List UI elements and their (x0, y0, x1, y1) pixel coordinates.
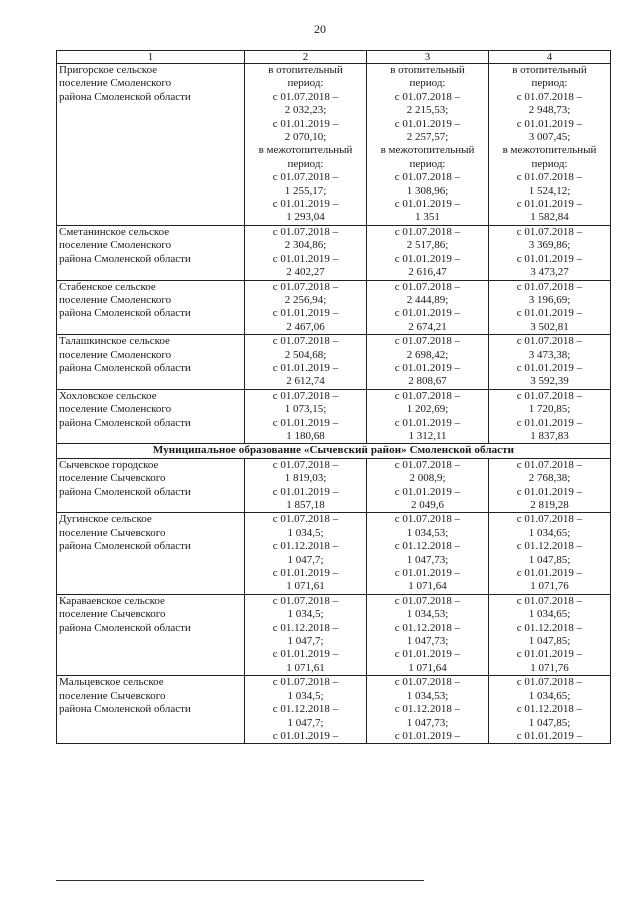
section-title: Муниципальное образование «Сычевский район» Смоленской области (57, 444, 611, 458)
cell-text-line: с 01.01.2019 – (516, 252, 583, 265)
cell-text-line: 2 467,06 (286, 320, 325, 333)
cell-text-line: с 01.07.2018 – (516, 458, 583, 471)
cell-text-line: 2 504,68; (284, 348, 327, 361)
cell-text-line: поселение Сычевского (59, 689, 166, 702)
cell-text-line: в межотопительный (502, 144, 597, 157)
tariff-cell-col3 (367, 389, 489, 444)
tariff-cell-col2 (245, 389, 367, 444)
cell-text-line: 2 517,86; (406, 239, 449, 252)
cell-text-line: с 01.01.2019 – (516, 485, 583, 498)
section-divider (57, 444, 611, 458)
cell-text-line: с 01.07.2018 – (272, 90, 339, 103)
settlement-name-cell (57, 225, 245, 280)
cell-text-line: 2 070,10; (284, 131, 327, 144)
cell-text-line: Караваевское сельское (59, 594, 165, 607)
cell-text-line: с 01.01.2019 – (516, 198, 583, 211)
table-row (57, 389, 611, 444)
cell-text-line: с 01.01.2019 – (516, 648, 583, 661)
tariff-cell-col3 (367, 225, 489, 280)
cell-text-line: 1 720,85; (528, 403, 571, 416)
settlement-name-cell (57, 594, 245, 675)
cell-text-line: с 01.07.2018 – (272, 594, 339, 607)
cell-text-line: с 01.07.2018 – (394, 335, 461, 348)
cell-text-line: 1 047,85; (528, 716, 571, 729)
cell-text-line: 2 032,23; (284, 104, 327, 117)
cell-text-line: с 01.01.2019 – (394, 648, 461, 661)
cell-text-line: 1 071,64 (408, 580, 447, 593)
cell-text-line: с 01.07.2018 – (272, 389, 339, 402)
table-row (57, 64, 611, 226)
tariff-cell-col4 (489, 458, 611, 513)
cell-text-line: 3 473,27 (530, 266, 569, 279)
cell-text-line: поселение Смоленского (59, 348, 172, 361)
table-row (57, 594, 611, 675)
cell-text-line: 1 071,61 (286, 661, 325, 674)
cell-text-line: района Смоленской области (59, 621, 191, 634)
tariff-table (56, 50, 611, 744)
cell-text-line: с 01.07.2018 – (394, 594, 461, 607)
cell-text-line: с 01.07.2018 – (516, 513, 583, 526)
cell-text-line: с 01.01.2019 – (272, 416, 339, 429)
tariff-cell-col4 (489, 594, 611, 675)
cell-text-line: 3 007,45; (528, 131, 571, 144)
cell-text-line: с 01.07.2018 – (516, 225, 583, 238)
cell-text-line: с 01.07.2018 – (516, 676, 583, 689)
cell-text-line: 1 034,53; (406, 608, 449, 621)
cell-text-line: поселение Сычевского (59, 526, 166, 539)
cell-text-line: 2 215,53; (406, 104, 449, 117)
table-row (57, 676, 611, 744)
cell-text-line: с 01.01.2019 – (516, 416, 583, 429)
table-row (57, 458, 611, 513)
cell-text-line: Пригорское сельское (59, 64, 158, 76)
cell-text-line: с 01.07.2018 – (394, 458, 461, 471)
cell-text-line: 1 047,73; (406, 553, 449, 566)
cell-text-line: с 01.07.2018 – (516, 280, 583, 293)
cell-text-line: 1 582,84 (530, 211, 569, 224)
cell-text-line: с 01.01.2019 – (394, 307, 461, 320)
table-body-smolensk (57, 64, 611, 444)
cell-text-line: с 01.01.2019 – (394, 252, 461, 265)
tariff-cell-col3 (367, 513, 489, 594)
cell-text-line: с 01.01.2019 – (394, 729, 461, 742)
cell-text-line: 2 256,94; (284, 293, 327, 306)
cell-text-line: с 01.12.2018 – (272, 621, 339, 634)
cell-text-line: 2 768,38; (528, 472, 571, 485)
cell-text-line: с 01.01.2019 – (272, 361, 339, 374)
cell-text-line: с 01.01.2019 – (272, 567, 339, 580)
tariff-cell-col3 (367, 676, 489, 744)
tariff-cell-col2 (245, 225, 367, 280)
cell-text-line: района Смоленской области (59, 703, 191, 716)
column-header-3: 3 (367, 51, 489, 64)
cell-text-line: поселение Смоленского (59, 293, 172, 306)
cell-text-line: Хохловское сельское (59, 389, 157, 402)
cell-text-line: 1 255,17; (284, 184, 327, 197)
tariff-cell-col4 (489, 676, 611, 744)
cell-text-line: 2 612,74 (286, 375, 325, 388)
cell-text-line: с 01.07.2018 – (272, 458, 339, 471)
tariff-cell-col2 (245, 335, 367, 390)
settlement-name-cell (57, 389, 245, 444)
cell-text-line: поселение Сычевского (59, 472, 166, 485)
cell-text-line: 1 034,5; (287, 526, 324, 539)
settlement-name-cell (57, 676, 245, 744)
cell-text-line: района Смоленской области (59, 90, 191, 103)
cell-text-line: 1 071,76 (530, 661, 569, 674)
settlement-name-cell (57, 64, 245, 226)
column-header-1: 1 (57, 51, 245, 64)
table-body-sychevsky (57, 458, 611, 744)
cell-text-line: 2 444,89; (406, 293, 449, 306)
cell-text-line: 1 308,96; (406, 184, 449, 197)
cell-text-line: с 01.12.2018 – (394, 540, 461, 553)
cell-text-line: с 01.01.2019 – (394, 567, 461, 580)
cell-text-line: 1 034,53; (406, 526, 449, 539)
cell-text-line: поселение Сычевского (59, 608, 166, 621)
cell-text-line: 1 034,5; (287, 608, 324, 621)
table-row (57, 225, 611, 280)
cell-text-line: с 01.01.2019 – (516, 567, 583, 580)
cell-text-line: 1 819,03; (284, 472, 327, 485)
cell-text-line: 2 616,47 (408, 266, 447, 279)
cell-text-line: с 01.12.2018 – (516, 621, 583, 634)
cell-text-line: района Смоленской области (59, 485, 191, 498)
cell-text-line: 1 034,65; (528, 689, 571, 702)
cell-text-line: с 01.07.2018 – (272, 676, 339, 689)
cell-text-line: с 01.12.2018 – (516, 703, 583, 716)
cell-text-line: с 01.12.2018 – (394, 621, 461, 634)
cell-text-line: с 01.01.2019 – (394, 117, 461, 130)
cell-text-line: период: (409, 77, 446, 90)
cell-text-line: района Смоленской области (59, 361, 191, 374)
cell-text-line: 1 034,65; (528, 526, 571, 539)
cell-text-line: в отопительный (390, 64, 465, 76)
cell-text-line: с 01.01.2019 – (394, 361, 461, 374)
tariff-cell-col2 (245, 594, 367, 675)
cell-text-line: 1 071,61 (286, 580, 325, 593)
cell-text-line: Талашкинское сельское (59, 335, 170, 348)
cell-text-line: 1 047,7; (287, 635, 324, 648)
cell-text-line: 2 402,27 (286, 266, 325, 279)
tariff-cell-col2 (245, 64, 367, 226)
cell-text-line: 3 502,81 (530, 320, 569, 333)
cell-text-line: поселение Смоленского (59, 77, 172, 90)
cell-text-line: 1 047,7; (287, 553, 324, 566)
cell-text-line: с 01.12.2018 – (394, 703, 461, 716)
cell-text-line: 1 047,7; (287, 716, 324, 729)
cell-text-line: 3 369,86; (528, 239, 571, 252)
cell-text-line: с 01.07.2018 – (516, 90, 583, 103)
cell-text-line: с 01.12.2018 – (272, 540, 339, 553)
tariff-cell-col4 (489, 225, 611, 280)
tariff-cell-col3 (367, 64, 489, 226)
section-row (57, 444, 611, 458)
cell-text-line: с 01.07.2018 – (516, 335, 583, 348)
table-row (57, 280, 611, 335)
settlement-name-cell (57, 458, 245, 513)
cell-text-line: 2 049,6 (411, 499, 444, 511)
cell-text-line: 2 819,28 (530, 499, 569, 511)
cell-text-line: Стабенское сельское (59, 280, 156, 293)
tariff-cell-col4 (489, 513, 611, 594)
cell-text-line: 1 180,68 (286, 429, 325, 442)
cell-text-line: 1 034,53; (406, 689, 449, 702)
cell-text-line: с 01.07.2018 – (394, 225, 461, 238)
cell-text-line: 1 202,69; (406, 403, 449, 416)
cell-text-line: с 01.07.2018 – (516, 594, 583, 607)
cell-text-line: с 01.01.2019 – (272, 729, 339, 742)
cell-text-line: 1 857,18 (286, 499, 325, 511)
cell-text-line: 1 837,83 (530, 429, 569, 442)
footnote-rule (56, 880, 424, 881)
cell-text-line: 3 592,39 (530, 375, 569, 388)
cell-text-line: района Смоленской области (59, 252, 191, 265)
header-row (57, 51, 611, 64)
tariff-cell-col4 (489, 389, 611, 444)
cell-text-line: 1 034,65; (528, 608, 571, 621)
cell-text-line: 2 257,57; (406, 131, 449, 144)
cell-text-line: с 01.01.2019 – (272, 117, 339, 130)
cell-text-line: с 01.07.2018 – (272, 335, 339, 348)
cell-text-line: в межотопительный (380, 144, 475, 157)
cell-text-line: 2 948,73; (528, 104, 571, 117)
cell-text-line: с 01.07.2018 – (394, 676, 461, 689)
tariff-cell-col2 (245, 513, 367, 594)
cell-text-line: период: (531, 157, 568, 170)
cell-text-line: поселение Смоленского (59, 239, 172, 252)
cell-text-line: 2 808,67 (408, 375, 447, 388)
column-header-4: 4 (489, 51, 611, 64)
cell-text-line: 1 071,64 (408, 661, 447, 674)
cell-text-line: района Смоленской области (59, 307, 191, 320)
cell-text-line: с 01.01.2019 – (272, 648, 339, 661)
cell-text-line: с 01.01.2019 – (516, 307, 583, 320)
cell-text-line: района Смоленской области (59, 416, 191, 429)
cell-text-line: Сметанинское сельское (59, 225, 170, 238)
tariff-cell-col4 (489, 280, 611, 335)
cell-text-line: с 01.07.2018 – (394, 90, 461, 103)
tariff-cell-col3 (367, 594, 489, 675)
cell-text-line: 1 047,85; (528, 635, 571, 648)
cell-text-line: в отопительный (512, 64, 587, 76)
cell-text-line: с 01.07.2018 – (516, 389, 583, 402)
cell-text-line: 1 524,12; (528, 184, 571, 197)
cell-text-line: Мальцевское сельское (59, 676, 164, 689)
cell-text-line: период: (409, 157, 446, 170)
cell-text-line: с 01.01.2019 – (516, 729, 583, 742)
cell-text-line: 2 698,42; (406, 348, 449, 361)
cell-text-line: с 01.07.2018 – (516, 171, 583, 184)
tariff-cell-col4 (489, 335, 611, 390)
tariff-cell-col2 (245, 676, 367, 744)
tariff-cell-col3 (367, 335, 489, 390)
cell-text-line: с 01.07.2018 – (272, 513, 339, 526)
settlement-name-cell (57, 335, 245, 390)
cell-text-line: 3 196,69; (528, 293, 571, 306)
cell-text-line: с 01.07.2018 – (394, 280, 461, 293)
cell-text-line: 2 008,9; (409, 472, 446, 485)
settlement-name-cell (57, 513, 245, 594)
settlement-name-cell (57, 280, 245, 335)
tariff-cell-col3 (367, 280, 489, 335)
tariff-cell-col4 (489, 64, 611, 226)
cell-text-line: 1 293,04 (286, 211, 325, 224)
column-header-2: 2 (245, 51, 367, 64)
cell-text-line: в межотопительный (258, 144, 353, 157)
cell-text-line: с 01.01.2019 – (516, 117, 583, 130)
cell-text-line: 1 047,73; (406, 635, 449, 648)
cell-text-line: с 01.12.2018 – (516, 540, 583, 553)
cell-text-line: 1 351 (415, 211, 440, 224)
cell-text-line: 1 034,5; (287, 689, 324, 702)
cell-text-line: 2 304,86; (284, 239, 327, 252)
cell-text-line: с 01.07.2018 – (272, 171, 339, 184)
table-row (57, 513, 611, 594)
cell-text-line: период: (531, 77, 568, 90)
cell-text-line: с 01.07.2018 – (394, 171, 461, 184)
cell-text-line: с 01.01.2019 – (394, 485, 461, 498)
cell-text-line: 1 071,76 (530, 580, 569, 593)
cell-text-line: 2 674,21 (408, 320, 447, 333)
cell-text-line: с 01.01.2019 – (394, 198, 461, 211)
cell-text-line: период: (287, 157, 324, 170)
cell-text-line: с 01.07.2018 – (272, 280, 339, 293)
cell-text-line: 3 473,38; (528, 348, 571, 361)
cell-text-line: с 01.01.2019 – (516, 361, 583, 374)
tariff-cell-col3 (367, 458, 489, 513)
cell-text-line: 1 047,73; (406, 716, 449, 729)
cell-text-line: в отопительный (268, 64, 343, 76)
cell-text-line: Сычевское городское (59, 458, 159, 471)
cell-text-line: с 01.07.2018 – (394, 513, 461, 526)
cell-text-line: с 01.01.2019 – (394, 416, 461, 429)
cell-text-line: с 01.01.2019 – (272, 198, 339, 211)
table-row (57, 335, 611, 390)
tariff-cell-col2 (245, 280, 367, 335)
tariff-cell-col2 (245, 458, 367, 513)
cell-text-line: с 01.07.2018 – (394, 389, 461, 402)
cell-text-line: период: (287, 77, 324, 90)
page-number: 20 (314, 22, 326, 36)
cell-text-line: 1 312,11 (408, 429, 447, 442)
cell-text-line: с 01.01.2019 – (272, 485, 339, 498)
cell-text-line: с 01.01.2019 – (272, 307, 339, 320)
cell-text-line: 1 047,85; (528, 553, 571, 566)
cell-text-line: 1 073,15; (284, 403, 327, 416)
cell-text-line: Дугинское сельское (59, 513, 152, 526)
cell-text-line: поселение Смоленского (59, 403, 172, 416)
cell-text-line: с 01.01.2019 – (272, 252, 339, 265)
cell-text-line: с 01.12.2018 – (272, 703, 339, 716)
cell-text-line: района Смоленской области (59, 540, 191, 553)
cell-text-line: с 01.07.2018 – (272, 225, 339, 238)
